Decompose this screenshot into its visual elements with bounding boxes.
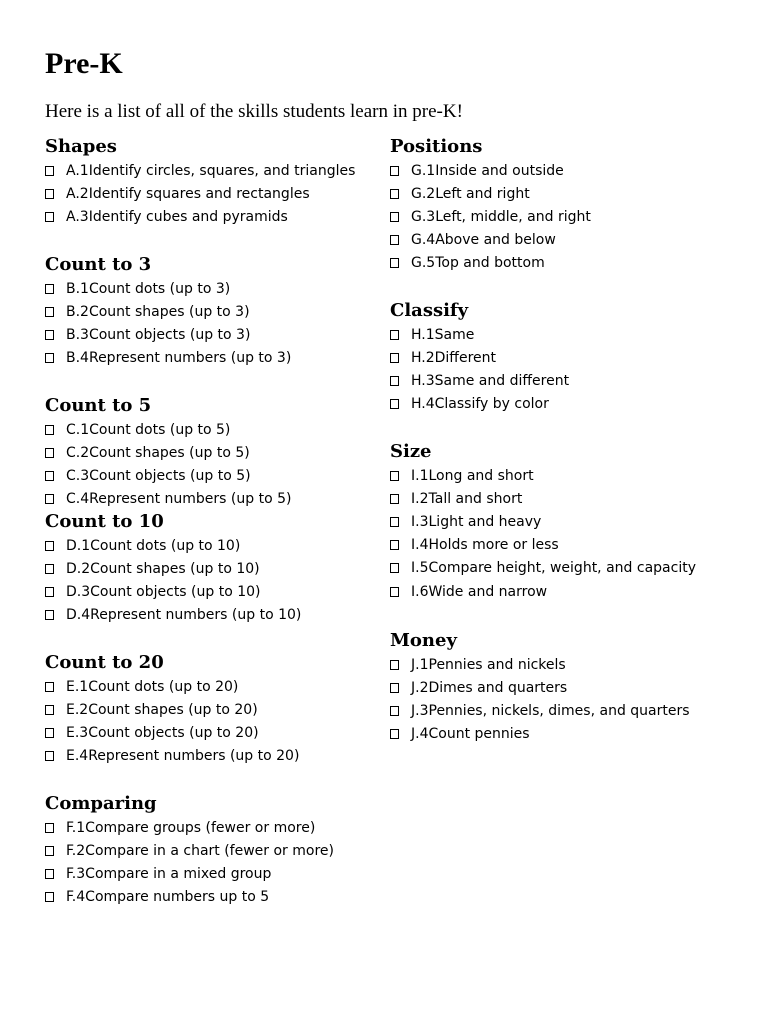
skill-code: F.3 <box>66 865 86 882</box>
checkbox-icon[interactable] <box>45 353 54 363</box>
skill-item <box>390 182 750 205</box>
skill-item <box>390 699 750 722</box>
skill-text: Count objects (up to 3) <box>88 326 251 343</box>
skill-code: F.2 <box>66 842 86 859</box>
skill-text: Left, middle, and right <box>435 208 591 225</box>
skill-text: Compare height, weight, and capacity <box>428 560 696 577</box>
skill-text: Represent numbers (up to 3) <box>88 350 292 367</box>
checkbox-icon[interactable] <box>45 212 54 222</box>
checkbox-icon[interactable] <box>45 471 54 481</box>
checkbox-icon[interactable] <box>45 682 54 692</box>
skill-code: D.2 <box>66 560 91 577</box>
skill-code: G.1 <box>411 162 436 179</box>
skill-text: Wide and narrow <box>428 583 548 600</box>
skill-text: Count shapes (up to 5) <box>89 444 250 461</box>
skill-text: Count objects (up to 20) <box>88 724 259 741</box>
section-title: Comparing <box>45 793 157 814</box>
checkbox-icon[interactable] <box>390 706 399 716</box>
skill-item <box>390 346 750 369</box>
skill-text: Count dots (up to 5) <box>89 421 231 438</box>
skill-text: Holds more or less <box>428 537 559 554</box>
skill-text: Compare in a mixed group <box>85 865 272 882</box>
checkbox-icon[interactable] <box>390 258 399 268</box>
skill-text: Identify squares and rectangles <box>88 185 310 202</box>
checkbox-icon[interactable] <box>45 330 54 340</box>
skill-item <box>390 580 750 603</box>
skill-item <box>45 418 385 441</box>
checkbox-icon[interactable] <box>45 494 54 504</box>
skill-text: Light and heavy <box>428 513 542 530</box>
skill-item <box>45 488 385 511</box>
checkbox-icon[interactable] <box>390 660 399 670</box>
skill-text: Represent numbers (up to 10) <box>90 607 302 624</box>
skill-item <box>45 698 385 721</box>
skill-item <box>390 205 750 228</box>
skill-text: Tall and short <box>428 490 523 507</box>
checkbox-icon[interactable] <box>45 751 54 761</box>
skill-item <box>45 604 385 627</box>
skill-item <box>45 534 385 557</box>
skill-code: D.4 <box>66 607 91 624</box>
section-title: Size <box>390 441 432 462</box>
skill-code: C.1 <box>66 421 90 438</box>
skill-text: Pennies, nickels, dimes, and quarters <box>428 702 690 719</box>
skill-code: C.3 <box>66 467 90 484</box>
skill-code: I.2 <box>411 490 429 507</box>
checkbox-icon[interactable] <box>45 705 54 715</box>
section-title: Count to 10 <box>45 511 164 532</box>
checkbox-icon[interactable] <box>390 399 399 409</box>
skill-item <box>390 369 750 392</box>
section-title: Count to 5 <box>45 395 152 416</box>
skill-item <box>45 182 385 205</box>
skill-text: Compare groups (fewer or more) <box>85 819 316 836</box>
skill-text: Represent numbers (up to 20) <box>88 748 300 765</box>
skill-code: A.1 <box>66 162 89 179</box>
skill-item <box>390 487 750 510</box>
skill-code: I.1 <box>411 467 429 484</box>
skill-item <box>45 347 385 370</box>
checkbox-icon[interactable] <box>390 189 399 199</box>
skill-code: G.5 <box>411 255 436 272</box>
skill-text: Compare numbers up to 5 <box>85 889 270 906</box>
skill-code: H.4 <box>411 396 435 413</box>
section-title: Money <box>390 630 457 651</box>
skill-code: C.4 <box>66 491 90 508</box>
skill-code: E.3 <box>66 724 89 741</box>
skill-code: F.1 <box>66 819 86 836</box>
skill-code: E.4 <box>66 748 89 765</box>
section-positions <box>390 135 750 275</box>
section-title: Count to 20 <box>45 652 164 673</box>
skill-code: F.4 <box>66 889 86 906</box>
checkbox-icon[interactable] <box>390 212 399 222</box>
skill-item <box>45 277 385 300</box>
checkbox-icon[interactable] <box>390 729 399 739</box>
checkbox-icon[interactable] <box>45 728 54 738</box>
section-count-to-20 <box>45 651 385 768</box>
skill-code: B.3 <box>66 326 89 343</box>
skill-text: Dimes and quarters <box>428 679 568 696</box>
checkbox-icon[interactable] <box>390 587 399 597</box>
section-title: Count to 3 <box>45 254 152 275</box>
skill-text: Same and different <box>434 372 570 389</box>
checkbox-icon[interactable] <box>390 376 399 386</box>
skill-item <box>390 393 750 416</box>
skill-text: Classify by color <box>434 396 549 413</box>
skill-text: Count dots (up to 20) <box>88 678 239 695</box>
skill-text: Count dots (up to 3) <box>88 280 231 297</box>
skill-text: Count pennies <box>428 726 530 743</box>
skill-code: J.3 <box>411 702 429 719</box>
checkbox-icon[interactable] <box>45 846 54 856</box>
skill-code: C.2 <box>66 444 90 461</box>
skill-code: B.2 <box>66 303 89 320</box>
skill-item <box>390 534 750 557</box>
skill-code: H.3 <box>411 372 435 389</box>
skill-item <box>45 205 385 228</box>
checkbox-icon[interactable] <box>45 587 54 597</box>
skill-text: Count objects (up to 10) <box>90 583 261 600</box>
section-size <box>390 440 750 603</box>
skill-item <box>390 510 750 533</box>
skill-code: E.2 <box>66 701 89 718</box>
skill-code: A.2 <box>66 185 89 202</box>
skill-item <box>390 252 750 275</box>
checkbox-icon[interactable] <box>45 284 54 294</box>
skill-code: G.3 <box>411 208 436 225</box>
skill-item <box>390 653 750 676</box>
skill-text: Count shapes (up to 20) <box>88 701 258 718</box>
section-money <box>390 629 750 746</box>
checkbox-icon[interactable] <box>45 425 54 435</box>
checkbox-icon[interactable] <box>390 540 399 550</box>
skill-item <box>390 323 750 346</box>
skill-code: D.1 <box>66 537 91 554</box>
skill-text: Different <box>434 349 496 366</box>
skill-item <box>390 159 750 182</box>
skill-item <box>390 557 750 580</box>
section-classify <box>390 299 750 416</box>
skill-code: I.6 <box>411 583 429 600</box>
checkbox-icon[interactable] <box>390 330 399 340</box>
skill-item <box>45 323 385 346</box>
section-count-to-5 <box>45 394 385 511</box>
checkbox-icon[interactable] <box>390 683 399 693</box>
checkbox-icon[interactable] <box>45 448 54 458</box>
section-shapes <box>45 135 385 229</box>
checkbox-icon[interactable] <box>45 541 54 551</box>
page-title: Pre-K <box>45 47 123 80</box>
skill-item <box>45 675 385 698</box>
checkbox-icon[interactable] <box>45 307 54 317</box>
skill-code: G.4 <box>411 232 436 249</box>
skill-code: G.2 <box>411 185 436 202</box>
skill-text: Identify circles, squares, and triangles <box>88 162 356 179</box>
skill-code: I.3 <box>411 513 429 530</box>
checkbox-icon[interactable] <box>45 892 54 902</box>
intro-text: Here is a list of all of the skills students learn in pre-K! <box>45 101 463 122</box>
checkbox-icon[interactable] <box>45 166 54 176</box>
skill-item <box>45 557 385 580</box>
skill-item <box>45 300 385 323</box>
skill-code: H.2 <box>411 349 435 366</box>
checkbox-icon[interactable] <box>45 189 54 199</box>
skill-code: H.1 <box>411 326 435 343</box>
skill-item <box>45 886 385 909</box>
checkbox-icon[interactable] <box>390 563 399 573</box>
skill-code: J.2 <box>411 679 429 696</box>
checkbox-icon[interactable] <box>45 823 54 833</box>
skill-text: Same <box>434 326 475 343</box>
checkbox-icon[interactable] <box>390 517 399 527</box>
skill-text: Above and below <box>435 232 556 249</box>
checkbox-icon[interactable] <box>390 166 399 176</box>
skill-item <box>390 676 750 699</box>
checkbox-icon[interactable] <box>390 235 399 245</box>
skill-item <box>45 721 385 744</box>
skill-item <box>45 745 385 768</box>
section-title: Shapes <box>45 136 117 157</box>
skill-text: Count shapes (up to 3) <box>88 303 250 320</box>
skill-item <box>45 580 385 603</box>
skill-code: J.1 <box>411 656 429 673</box>
skill-text: Identify cubes and pyramids <box>88 208 288 225</box>
skill-code: B.4 <box>66 350 89 367</box>
skill-text: Pennies and nickels <box>428 656 566 673</box>
skill-text: Count dots (up to 10) <box>90 537 241 554</box>
checkbox-icon[interactable] <box>45 564 54 574</box>
section-comparing <box>45 792 385 909</box>
skill-code: E.1 <box>66 678 89 695</box>
skill-item <box>45 159 385 182</box>
checkbox-icon[interactable] <box>390 353 399 363</box>
checkbox-icon[interactable] <box>45 610 54 620</box>
checkbox-icon[interactable] <box>45 869 54 879</box>
skill-text: Top and bottom <box>435 255 545 272</box>
skill-item <box>390 229 750 252</box>
skill-item <box>45 816 385 839</box>
skill-text: Count shapes (up to 10) <box>90 560 260 577</box>
skill-text: Left and right <box>435 185 530 202</box>
skill-item <box>45 441 385 464</box>
skill-code: B.1 <box>66 280 89 297</box>
section-title: Positions <box>390 136 483 157</box>
section-count-to-10 <box>45 510 385 627</box>
skill-item <box>45 862 385 885</box>
skill-text: Represent numbers (up to 5) <box>89 491 292 508</box>
skill-code: D.3 <box>66 583 91 600</box>
skill-code: J.4 <box>411 726 429 743</box>
checkbox-icon[interactable] <box>390 471 399 481</box>
section-count-to-3 <box>45 253 385 370</box>
skill-item <box>45 464 385 487</box>
skill-code: I.4 <box>411 537 429 554</box>
checkbox-icon[interactable] <box>390 494 399 504</box>
skill-text: Count objects (up to 5) <box>89 467 251 484</box>
skill-item <box>390 723 750 746</box>
section-title: Classify <box>390 300 469 321</box>
skill-code: A.3 <box>66 208 89 225</box>
skill-item <box>45 839 385 862</box>
skill-text: Long and short <box>428 467 534 484</box>
skill-code: I.5 <box>411 560 429 577</box>
skill-text: Compare in a chart (fewer or more) <box>85 842 334 859</box>
skill-text: Inside and outside <box>435 162 564 179</box>
skill-item <box>390 464 750 487</box>
